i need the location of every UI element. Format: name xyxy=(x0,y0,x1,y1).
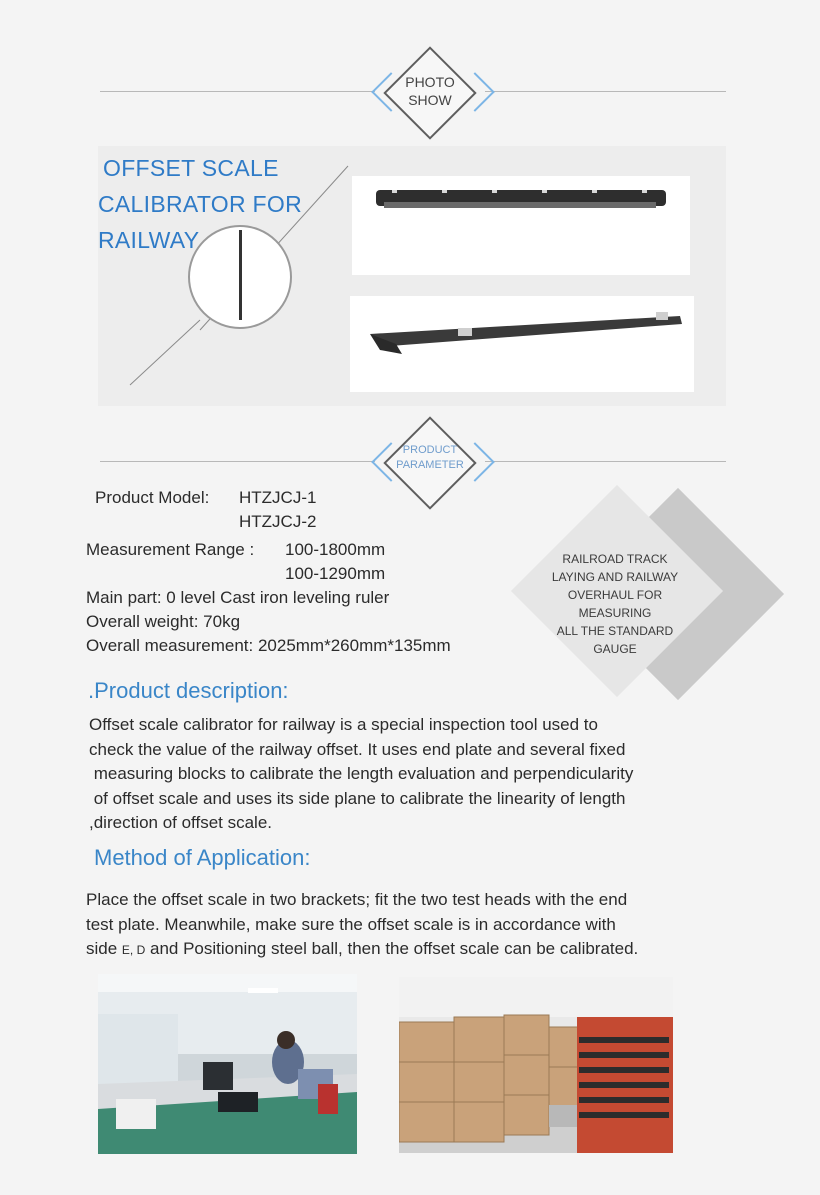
workshop-photo xyxy=(98,974,357,1154)
calibrator-bar-angled-illustration xyxy=(350,296,694,392)
detail-rod-image xyxy=(239,230,242,320)
title-line-2: CALIBRATOR FOR xyxy=(98,191,302,217)
callout-line: OVERHAUL FOR MEASURING xyxy=(567,588,663,620)
divider-line-left xyxy=(100,461,375,462)
callout-line: LAYING AND RAILWAY xyxy=(551,570,679,584)
model-label: Product Model: xyxy=(95,488,210,507)
divider-line-left xyxy=(100,91,375,92)
range-label: Measurement Range : xyxy=(86,540,255,559)
method-line-1: Place the offset scale in two brackets; fit the two test heads with the end xyxy=(86,890,628,909)
method-line-2: test plate. Meanwhile, make sure the offset scale is in accordance with xyxy=(86,914,616,934)
description-line: check the value of the railway offset. It uses end plate and several fixed xyxy=(89,739,626,759)
badge-line-1: PRODUCT xyxy=(402,444,458,456)
product-image-top xyxy=(352,176,690,275)
method-text: and Positioning steel ball, then the offset scale can be calibrated. xyxy=(145,939,639,958)
callout-line: RAILROAD TRACK xyxy=(562,552,668,566)
overall-measurement: Overall measurement: 2025mm*260mm*135mm xyxy=(86,636,451,655)
badge-line-2: PARAMETER xyxy=(396,459,464,471)
method-line-3 xyxy=(86,937,638,963)
badge-line-1: PHOTO xyxy=(405,74,455,90)
method-text: side xyxy=(86,939,122,958)
overall-weight: Overall weight: 70kg xyxy=(86,612,241,631)
callout-line: ALL THE STANDARD xyxy=(556,624,674,638)
callout-line: GAUGE xyxy=(593,642,637,656)
description-line: of offset scale and uses its side plane to calibrate the linearity of length xyxy=(89,788,626,808)
main-part: Main part: 0 level Cast iron leveling ruler xyxy=(86,588,390,607)
range-value-1: 100-1800mm xyxy=(285,540,386,559)
description-body xyxy=(89,713,633,836)
application-callout xyxy=(530,550,700,658)
method-heading: Method of Application: xyxy=(94,845,311,870)
model-value-1: HTZJCJ-1 xyxy=(239,488,317,507)
photo-show-badge xyxy=(389,73,471,109)
badge-line-2: SHOW xyxy=(408,92,452,108)
workshop-illustration xyxy=(98,974,357,1154)
model-value-2: HTZJCJ-2 xyxy=(239,512,317,531)
calibrator-bar-illustration xyxy=(352,176,690,275)
title-line-1: OFFSET SCALE xyxy=(103,155,279,181)
method-body xyxy=(86,888,638,963)
divider-line-right xyxy=(485,91,726,92)
warehouse-illustration xyxy=(399,977,673,1153)
range-value-2: 100-1290mm xyxy=(285,564,386,583)
method-side-labels: E, D xyxy=(121,943,146,957)
product-image-bottom xyxy=(350,296,694,392)
description-line: measuring blocks to calibrate the length evaluation and perpendicularity xyxy=(89,764,634,783)
parameter-badge xyxy=(383,443,477,473)
description-line: ,direction of offset scale. xyxy=(89,813,273,832)
title-line-3: RAILWAY xyxy=(98,227,200,253)
divider-line-right xyxy=(485,461,726,462)
warehouse-photo xyxy=(399,977,673,1153)
description-heading: .Product description: xyxy=(88,678,289,703)
description-line: Offset scale calibrator for railway is a special inspection tool used to xyxy=(89,715,598,734)
